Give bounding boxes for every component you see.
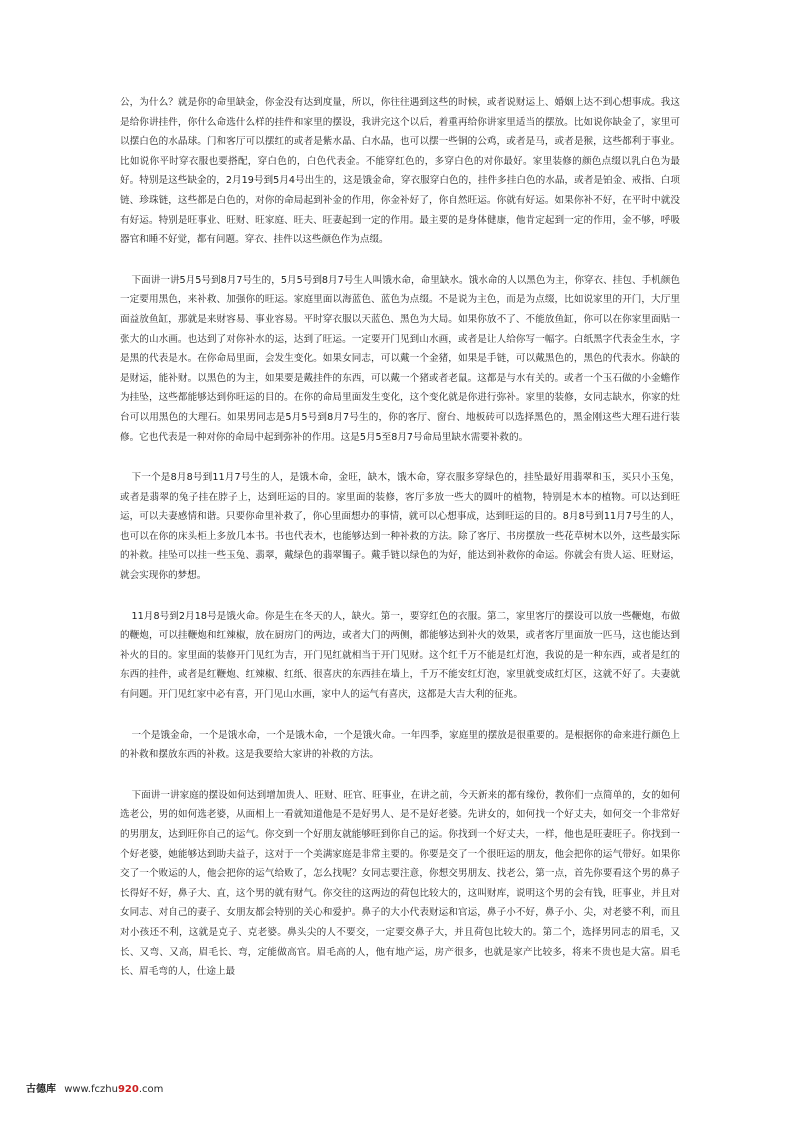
footer-site-name: 古德库 bbox=[26, 1084, 56, 1095]
paragraph-2: 下面讲一讲5月5号到8月7号生的，5月5号到8月7号生人叫饿水命，命里缺水。饿水命的人以黑色为主，你穿衣、挂包、手机颜色一定要用黑色，来补救、加强你的旺运。家庭里面以海蓝色、蓝色为点缀。不是说为主色，而是为点缀，比如说家里的开门，大厅里面益放鱼缸，那就是来财容易、事业容易。平时穿衣服以天蓝色、黑色为大局。如果你放不了、不能放鱼缸，你可以在你家里面贴一张大的山水画。也达到了对你补水的运，达到了旺运。一定要开门见到山水画，或者是让人给你写一幅字。白纸黑字代表金生水，字是黑的代表是水。在你命局里面，会发生变化。如果女同志，可以戴一个金猪，如果是手链，可以戴黑色的，黑色的代表水。你缺的是财运，能补财。以黑色的为主，如果要是戴挂件的东西，可以戴一个猪或者老鼠。这都是与水有关的。或者一个玉石做的小金蟾作为挂坠，这些都能够达到你旺运的目的。在你的命局里面发生变化，这个变化就是你进行弥补。家里的装修，女同志缺水，你家的灶台可以用黑色的大理石。如果男同志是5月5号到8月7号生的，你的客厅、窗台、地板砖可以选择黑色的，黑金刚这些大理石进行装修。它也代表是一种对你的命局中起到弥补的作用。这是5月5至8月7号命局里缺水需要补救的。 bbox=[120, 274, 680, 443]
paragraph-5: 一个是饿金命，一个是饿水命，一个是饿木命，一个是饿火命。一年四季，家庭里的摆放是很重要的。是根据你的命来进行颜色上的补救和摆放东西的补救。这是我要给大家讲的补救的方法。 bbox=[120, 729, 680, 761]
footer-url-prefix: www.fczhu bbox=[64, 1084, 118, 1095]
paragraph-1: 公，为什么？就是你的命里缺金，你金没有达到度量，所以，你往往遇到这些的时候，或者说财运上、婚姻上达不到心想事成。我这是给你讲挂件，你什么命选什么样的挂件和家里的摆设，我讲完这个以后，着重再给你讲家里适当的摆放。比如说你缺金了，家里可以摆白色的水晶球。门和客厅可以摆红的或者是紫水晶、白水晶，也可以摆一些铜的公鸡，或者是马，或者是猴，这些都利于事业。比如说你平时穿衣服也要搭配，穿白色的，白色代表金。不能穿红色的，多穿白色的对你最好。家里装修的颜色点缀以乳白色为最好。特别是这些缺金的，2月19号到5月4号出生的，这是饿金命，穿衣服穿白色的，挂件多挂白色的水晶，或者是铂金、戒指、白项链、珍珠链，这些都是白色的，对你的命局起到补金的作用，你金补好了，你自然旺运。你就有好运。如果你补不好，在平时中就没有好运。特别是旺事业、旺财、旺家庭、旺夫、旺妻起到一定的作用。最主要的是身体健康，他肯定起到一定的作用，金不够，呼吸器官和睡不好觉，都有问题。穿衣、挂件以这些颜色作为点缀。 bbox=[120, 97, 680, 246]
paragraph-6: 下面讲一讲家庭的摆设如何达到增加贵人、旺财、旺官、旺事业，在讲之前，今天新来的都有缘份，教你们一点简单的，女的如何选老公，男的如何选老婆，从面相上一看就知道他是不是好男人、是不是好老婆。先讲女的，如何找一个好丈夫，如何交一个非常好的男朋友，达到旺你自己的运气。你交到一个好朋友就能够旺到你自己的运。你找到一个好丈夫，一样，他也是旺妻旺子。你找到一个好老婆，她能够达到助夫益子，这对于一个美满家庭是非常主要的。你要是交了一个很旺运的朋友，他会把你的运气带好。如果你交了一个败运的人，他会把你的运气给败了，怎么找呢？女同志要注意，你想交男朋友、找老公，第一点，首先你要看这个男的鼻子长得好不好，鼻子大、直，这个男的就有财气。你交往的这两边的荷包比较大的，这叫财库，说明这个男的会有钱，旺事业，并且对女同志、对自己的妻子、女朋友都会特别的关心和爱护。鼻子的大小代表财运和官运，鼻子小不好，鼻子小、尖，对老婆不利，而且对小孩还不利，这就是克子、克老婆。鼻头尖的人不要交，一定要交鼻子大，并且荷包比较大的。第二个，选择男同志的眉毛，又长、又弯、又高，眉毛长、弯，定能做高官。眉毛高的人，他有地产运，房产很多，也就是家产比较多，将来不贵也是大富。眉毛长、眉毛弯的人，仕途上最 bbox=[120, 789, 680, 978]
page-footer bbox=[26, 1080, 163, 1095]
footer-url-number: 920 bbox=[117, 1084, 139, 1095]
footer-url-suffix: .com bbox=[138, 1084, 164, 1095]
footer-site-url[interactable] bbox=[64, 1084, 163, 1095]
document-body bbox=[120, 93, 680, 1001]
paragraph-4: 11月8号到2月18号是饿火命。你是生在冬天的人，缺火。第一，要穿红色的衣服。第二，家里客厅的摆设可以放一些鞭炮，布做的鞭炮，可以挂鞭炮和红辣椒，放在厨房门的两边，或者大门的两侧，都能够达到补火的效果，或者客厅里面放一匹马，这也能达到补火的目的。家里面的装修开门见红为吉，开门见红就相当于开门见财。这个红千万不能是红灯泡，我说的是一种东西，或者是红的东西的挂件，或者是红鞭炮、红辣椒、红纸、很喜庆的东西挂在墙上，千万不能安红灯泡，家里就变成红灯区，这就不好了。夫妻就有问题。开门见红家中必有喜，开门见山水画，家中人的运气有喜庆，这都是大吉大利的征兆。 bbox=[120, 610, 680, 701]
paragraph-3: 下一个是8月8号到11月7号生的人，是饿木命，金旺，缺木，饿木命，穿衣服多穿绿色的，挂坠最好用翡翠和玉，买只小玉兔，或者是翡翠的兔子挂在脖子上，达到旺运的目的。家里面的装修，客厅多放一些大的圆叶的植物，特别是木本的植物。可以达到旺运，可以夫妻感情和谐。只要你命里补救了，你心里面想办的事情，就可以心想事成，达到旺运的目的。8月8号到11月7号生的人，也可以在你的床头柜上多放几本书。书也代表木，也能够达到一种补救的方法。除了客厅、书房摆放一些花草树木以外，这些最实际的补救。挂坠可以挂一些玉兔、翡翠，戴绿色的翡翠镯子。戴手链以绿色的为好，能达到补救你的命运。你就会有贵人运、旺财运，就会实现你的梦想。 bbox=[120, 472, 680, 582]
